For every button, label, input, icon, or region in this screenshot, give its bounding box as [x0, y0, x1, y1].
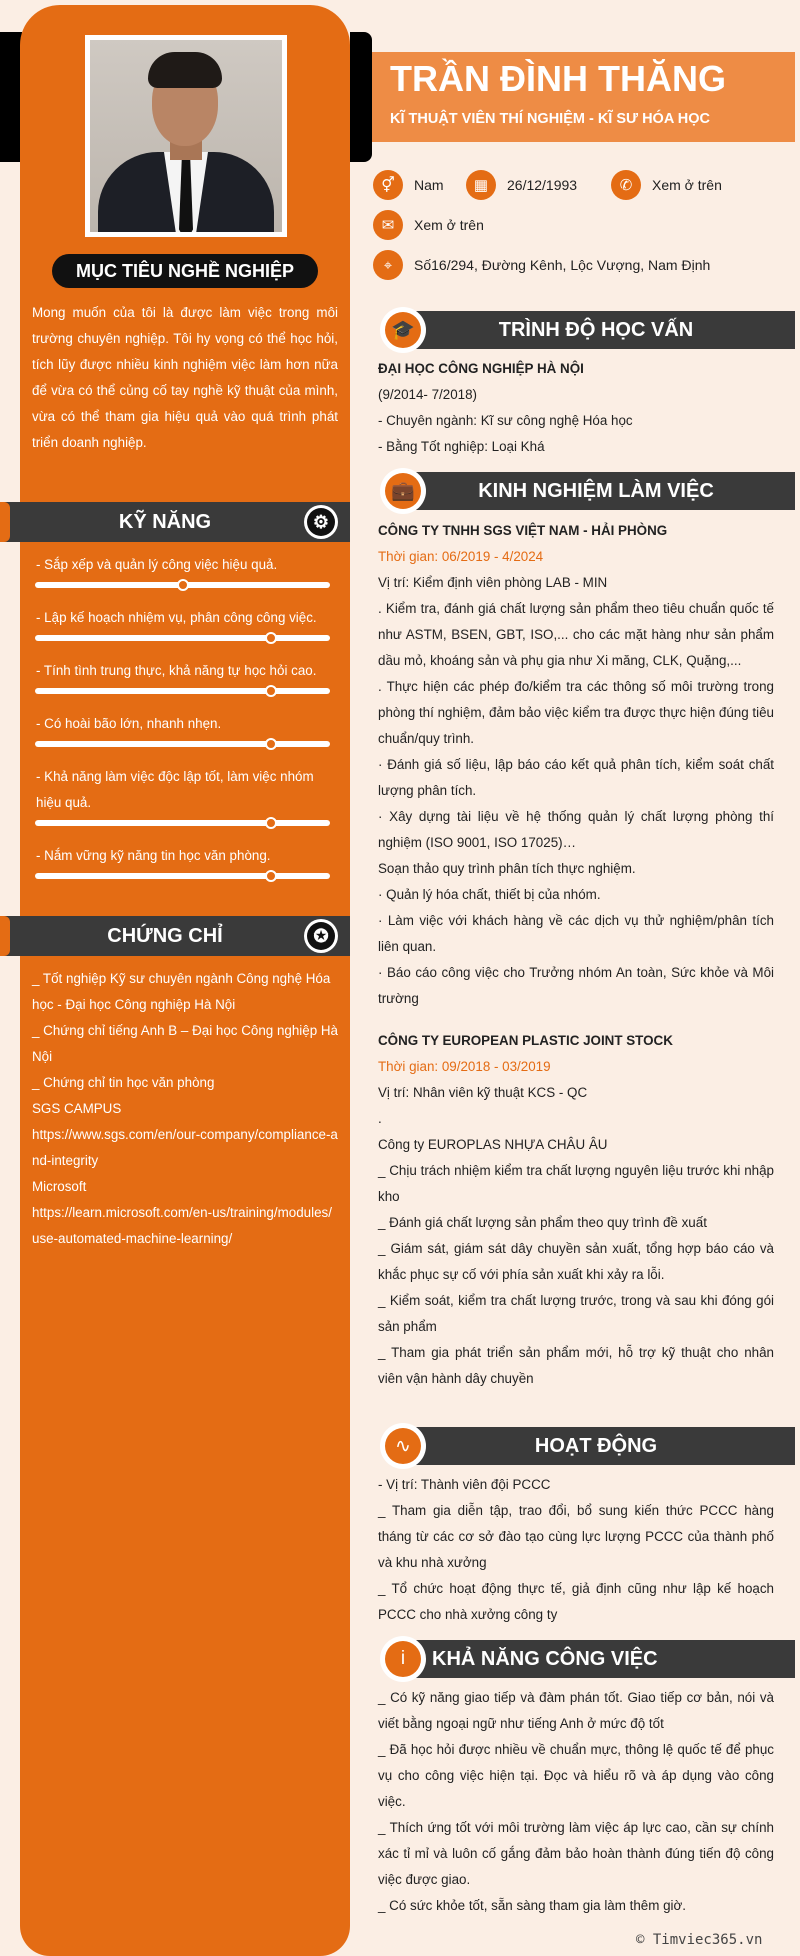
job-line: _ Giám sát, giám sát dây chuyền sản xuất, tổng hợp báo cáo và khắc phục sự cố với phía sản xuất khi xảy ra lỗi. [378, 1241, 774, 1282]
skill-level-knob [265, 738, 277, 750]
skill-label: - Lập kế hoạch nhiệm vụ, phân công công việc. [36, 610, 317, 625]
heartbeat-icon: ∿ [380, 1423, 426, 1469]
candidate-role: KĨ THUẬT VIÊN THÍ NGHIỆM - KĨ SƯ HÓA HỌC [390, 111, 711, 127]
objective-text: Mong muốn của tôi là được làm việc trong môi trường chuyên nghiệp. Tôi hy vọng có thể học hỏi, tích lũy được nhiều kinh nghiệm việc làm hơn nữa để vừa có thể củng cố tay nghề kỹ thuật của mình, vừa có thể tham gia hiệu quả vào quá trình phát triển doanh nghiệp. [32, 305, 338, 450]
phone-value: Xem ở trên [652, 177, 722, 193]
ability-line: _ Đã học hỏi được nhiều về chuẩn mực, thông lệ quốc tế để phục vụ cho công việc hiện tại. Đọc và hiểu rõ và áp dụng vào công việc. [378, 1742, 774, 1809]
birthday-value: 26/12/1993 [507, 177, 578, 193]
activity-line: - Vị trí: Thành viên đội PCCC [378, 1477, 551, 1492]
certificates-list [32, 966, 338, 1252]
contact-phone [611, 170, 722, 200]
skills-header [0, 502, 350, 542]
mail-icon: ✉ [373, 210, 403, 240]
skill-level-slider [35, 582, 330, 588]
candidate-name: TRẦN ĐÌNH THĂNG [390, 58, 726, 99]
footer-credit: © Timviec365.vn [636, 1932, 763, 1948]
job-line: · Đánh giá số liệu, lập báo cáo kết quả phân tích, kiểm soát chất lượng phân tích. [378, 757, 774, 798]
email-value: Xem ở trên [414, 217, 484, 233]
job-company: CÔNG TY TNHH SGS VIỆT NAM - HẢI PHÒNG [378, 523, 668, 538]
education-body [378, 356, 774, 460]
location-pin-icon: ⌖ [373, 250, 403, 280]
profile-photo [85, 35, 287, 237]
job-line: . Kiểm tra, đánh giá chất lượng sản phẩm theo tiêu chuẩn quốc tế như ASTM, BSEN, GBT, ISO,... cho các mặt hàng như sản phẩm dầu mỏ, khoáng sản và phụ gia như Xi măng, CLK, Quặng,... [378, 601, 774, 668]
skill-label: - Sắp xếp và quản lý công việc hiệu quả. [36, 557, 278, 572]
cert-link[interactable]: https://learn.microsoft.com/en-us/training/modules/use-automated-machine-learning/ [32, 1205, 332, 1246]
job-time: Thời gian: 09/2018 - 03/2019 [378, 1059, 551, 1074]
gender-icon: ⚥ [373, 170, 403, 200]
job-line: · Làm việc với khách hàng về các dịch vụ thử nghiệm/phân tích liên quan. [378, 913, 774, 954]
name-banner [372, 52, 795, 142]
experience-body [378, 518, 774, 1392]
skill-label: - Có hoài bão lớn, nhanh nhẹn. [36, 716, 222, 731]
award-icon: ✪ [304, 919, 338, 953]
skill-level-slider [35, 688, 330, 694]
info-icon: i [380, 1636, 426, 1682]
contact-address [373, 250, 710, 280]
education-header [397, 311, 795, 349]
job-line: _ Chịu trách nhiệm kiểm tra chất lượng nguyên liệu trước khi nhập kho [378, 1163, 774, 1204]
education-line: - Chuyên ngành: Kĩ sư công nghệ Hóa học [378, 413, 633, 428]
skill-label: - Nắm vững kỹ năng tin học văn phòng. [36, 848, 271, 863]
graduation-cap-icon: 🎓 [380, 307, 426, 353]
skill-level-knob [177, 579, 189, 591]
job-line: _ Tham gia phát triển sản phẩm mới, hỗ trợ kỹ thuật cho nhân viên vận hành dây chuyền [378, 1345, 774, 1386]
skills-title: KỸ NĂNG [118, 511, 212, 533]
activities-title: HOẠT ĐỘNG [534, 1435, 658, 1457]
contact-email [373, 210, 484, 240]
education-period: (9/2014- 7/2018) [378, 387, 478, 402]
ability-line: _ Có sức khỏe tốt, sẵn sàng tham gia làm thêm giờ. [378, 1898, 687, 1913]
address-value: Số16/294, Đường Kênh, Lộc Vượng, Nam Định [414, 257, 711, 273]
right-edge-tab [350, 32, 372, 162]
job-line: Vị trí: Nhân viên kỹ thuật KCS - QC [378, 1085, 588, 1100]
skill-level-knob [265, 870, 277, 882]
job-line: Công ty EUROPLAS NHỰA CHÂU ÂU [378, 1137, 608, 1152]
experience-title: KINH NGHIỆM LÀM VIỆC [478, 480, 714, 502]
gear-icon: ⚙ [304, 505, 338, 539]
activities-body [378, 1472, 774, 1628]
abilities-body [378, 1685, 774, 1919]
job-line: Soạn thảo quy trình phân tích thực nghiệm. [378, 861, 636, 876]
cert-line: _ Chứng chỉ tin học văn phòng [32, 1075, 215, 1090]
skill-label: - Khả năng làm việc độc lập tốt, làm việc nhóm hiệu quả. [36, 769, 314, 810]
skill-level-slider [35, 820, 330, 826]
abilities-title: KHẢ NĂNG CÔNG VIỆC [432, 1648, 658, 1670]
experience-header [397, 472, 795, 510]
skill-level-slider [35, 741, 330, 747]
skill-level-knob [265, 817, 277, 829]
skill-label: - Tính tình trung thực, khả năng tự học hỏi cao. [36, 663, 317, 678]
certificates-title: CHỨNG CHỈ [107, 925, 223, 947]
activity-line: _ Tham gia diễn tập, trao đổi, bổ sung kiến thức PCCC hàng tháng từ các cơ sở đào tạo cùng lực lượng PCCC của thành phố và khu nhà xưởng [378, 1503, 774, 1570]
cert-line: SGS CAMPUS [32, 1101, 122, 1116]
cert-line: Microsoft [32, 1179, 87, 1194]
gender-value: Nam [414, 177, 444, 193]
skill-level-slider [35, 635, 330, 641]
abilities-header [397, 1640, 795, 1678]
job-time: Thời gian: 06/2019 - 4/2024 [378, 549, 544, 564]
education-title: TRÌNH ĐỘ HỌC VẤN [498, 319, 694, 341]
job-line: · Quản lý hóa chất, thiết bị của nhóm. [378, 887, 601, 902]
job-line: . Thực hiện các phép đo/kiểm tra các thông số môi trường trong phòng thí nghiệm, đảm bảo việc kiểm tra được thực hiện đúng tiêu chuẩn/quy trình. [378, 679, 774, 746]
activities-header [397, 1427, 795, 1465]
job-line: _ Đánh giá chất lượng sản phẩm theo quy trình đề xuất [378, 1215, 707, 1230]
certificates-header [0, 916, 350, 956]
education-line: - Bằng Tốt nghiệp: Loại Khá [378, 439, 545, 454]
contact-gender [373, 170, 444, 200]
cert-line: _ Chứng chỉ tiếng Anh B – Đại học Công nghiệp Hà Nội [32, 1023, 338, 1064]
school-name: ĐẠI HỌC CÔNG NGHIỆP HÀ NỘI [378, 361, 584, 376]
contact-birthday [466, 170, 577, 200]
skill-level-knob [265, 685, 277, 697]
activity-line: _ Tổ chức hoạt động thực tế, giả định cũng như lập kế hoạch PCCC cho nhà xưởng công ty [378, 1581, 774, 1622]
job-company: CÔNG TY EUROPEAN PLASTIC JOINT STOCK [378, 1033, 673, 1048]
cert-line: _ Tốt nghiệp Kỹ sư chuyên ngành Công nghệ Hóa học - Đại học Công nghiệp Hà Nội [32, 971, 331, 1012]
cert-link[interactable]: https://www.sgs.com/en/our-company/compliance-and-integrity [32, 1127, 338, 1168]
job-line: Vị trí: Kiểm định viên phòng LAB - MIN [378, 575, 608, 590]
job-line: · Báo cáo công việc cho Trưởng nhóm An toàn, Sức khỏe và Môi trường [378, 965, 774, 1006]
job-line: _ Kiểm soát, kiểm tra chất lượng trước, trong và sau khi đóng gói sản phẩm [378, 1293, 774, 1334]
job-line: . [378, 1111, 382, 1126]
ability-line: _ Có kỹ năng giao tiếp và đàm phán tốt. Giao tiếp cơ bản, nói và viết bằng ngoại ngữ như tiếng Anh ở mức độ tốt [378, 1690, 774, 1731]
skill-level-slider [35, 873, 330, 879]
briefcase-icon: 💼 [380, 468, 426, 514]
phone-icon: ✆ [611, 170, 641, 200]
job-line: · Xây dựng tài liệu về hệ thống quản lý chất lượng phòng thí nghiệm (ISO 9001, ISO 17025)… [378, 809, 774, 850]
objective-title: MỤC TIÊU NGHỀ NGHIỆP [52, 254, 318, 288]
calendar-icon: ▦ [466, 170, 496, 200]
left-edge-tab [0, 32, 22, 162]
skill-level-knob [265, 632, 277, 644]
ability-line: _ Thích ứng tốt với môi trường làm việc áp lực cao, cần sự chính xác tỉ mỉ và luôn cố gắng đảm bảo hoàn thành đúng tiến độ công việc được giao. [378, 1820, 774, 1887]
